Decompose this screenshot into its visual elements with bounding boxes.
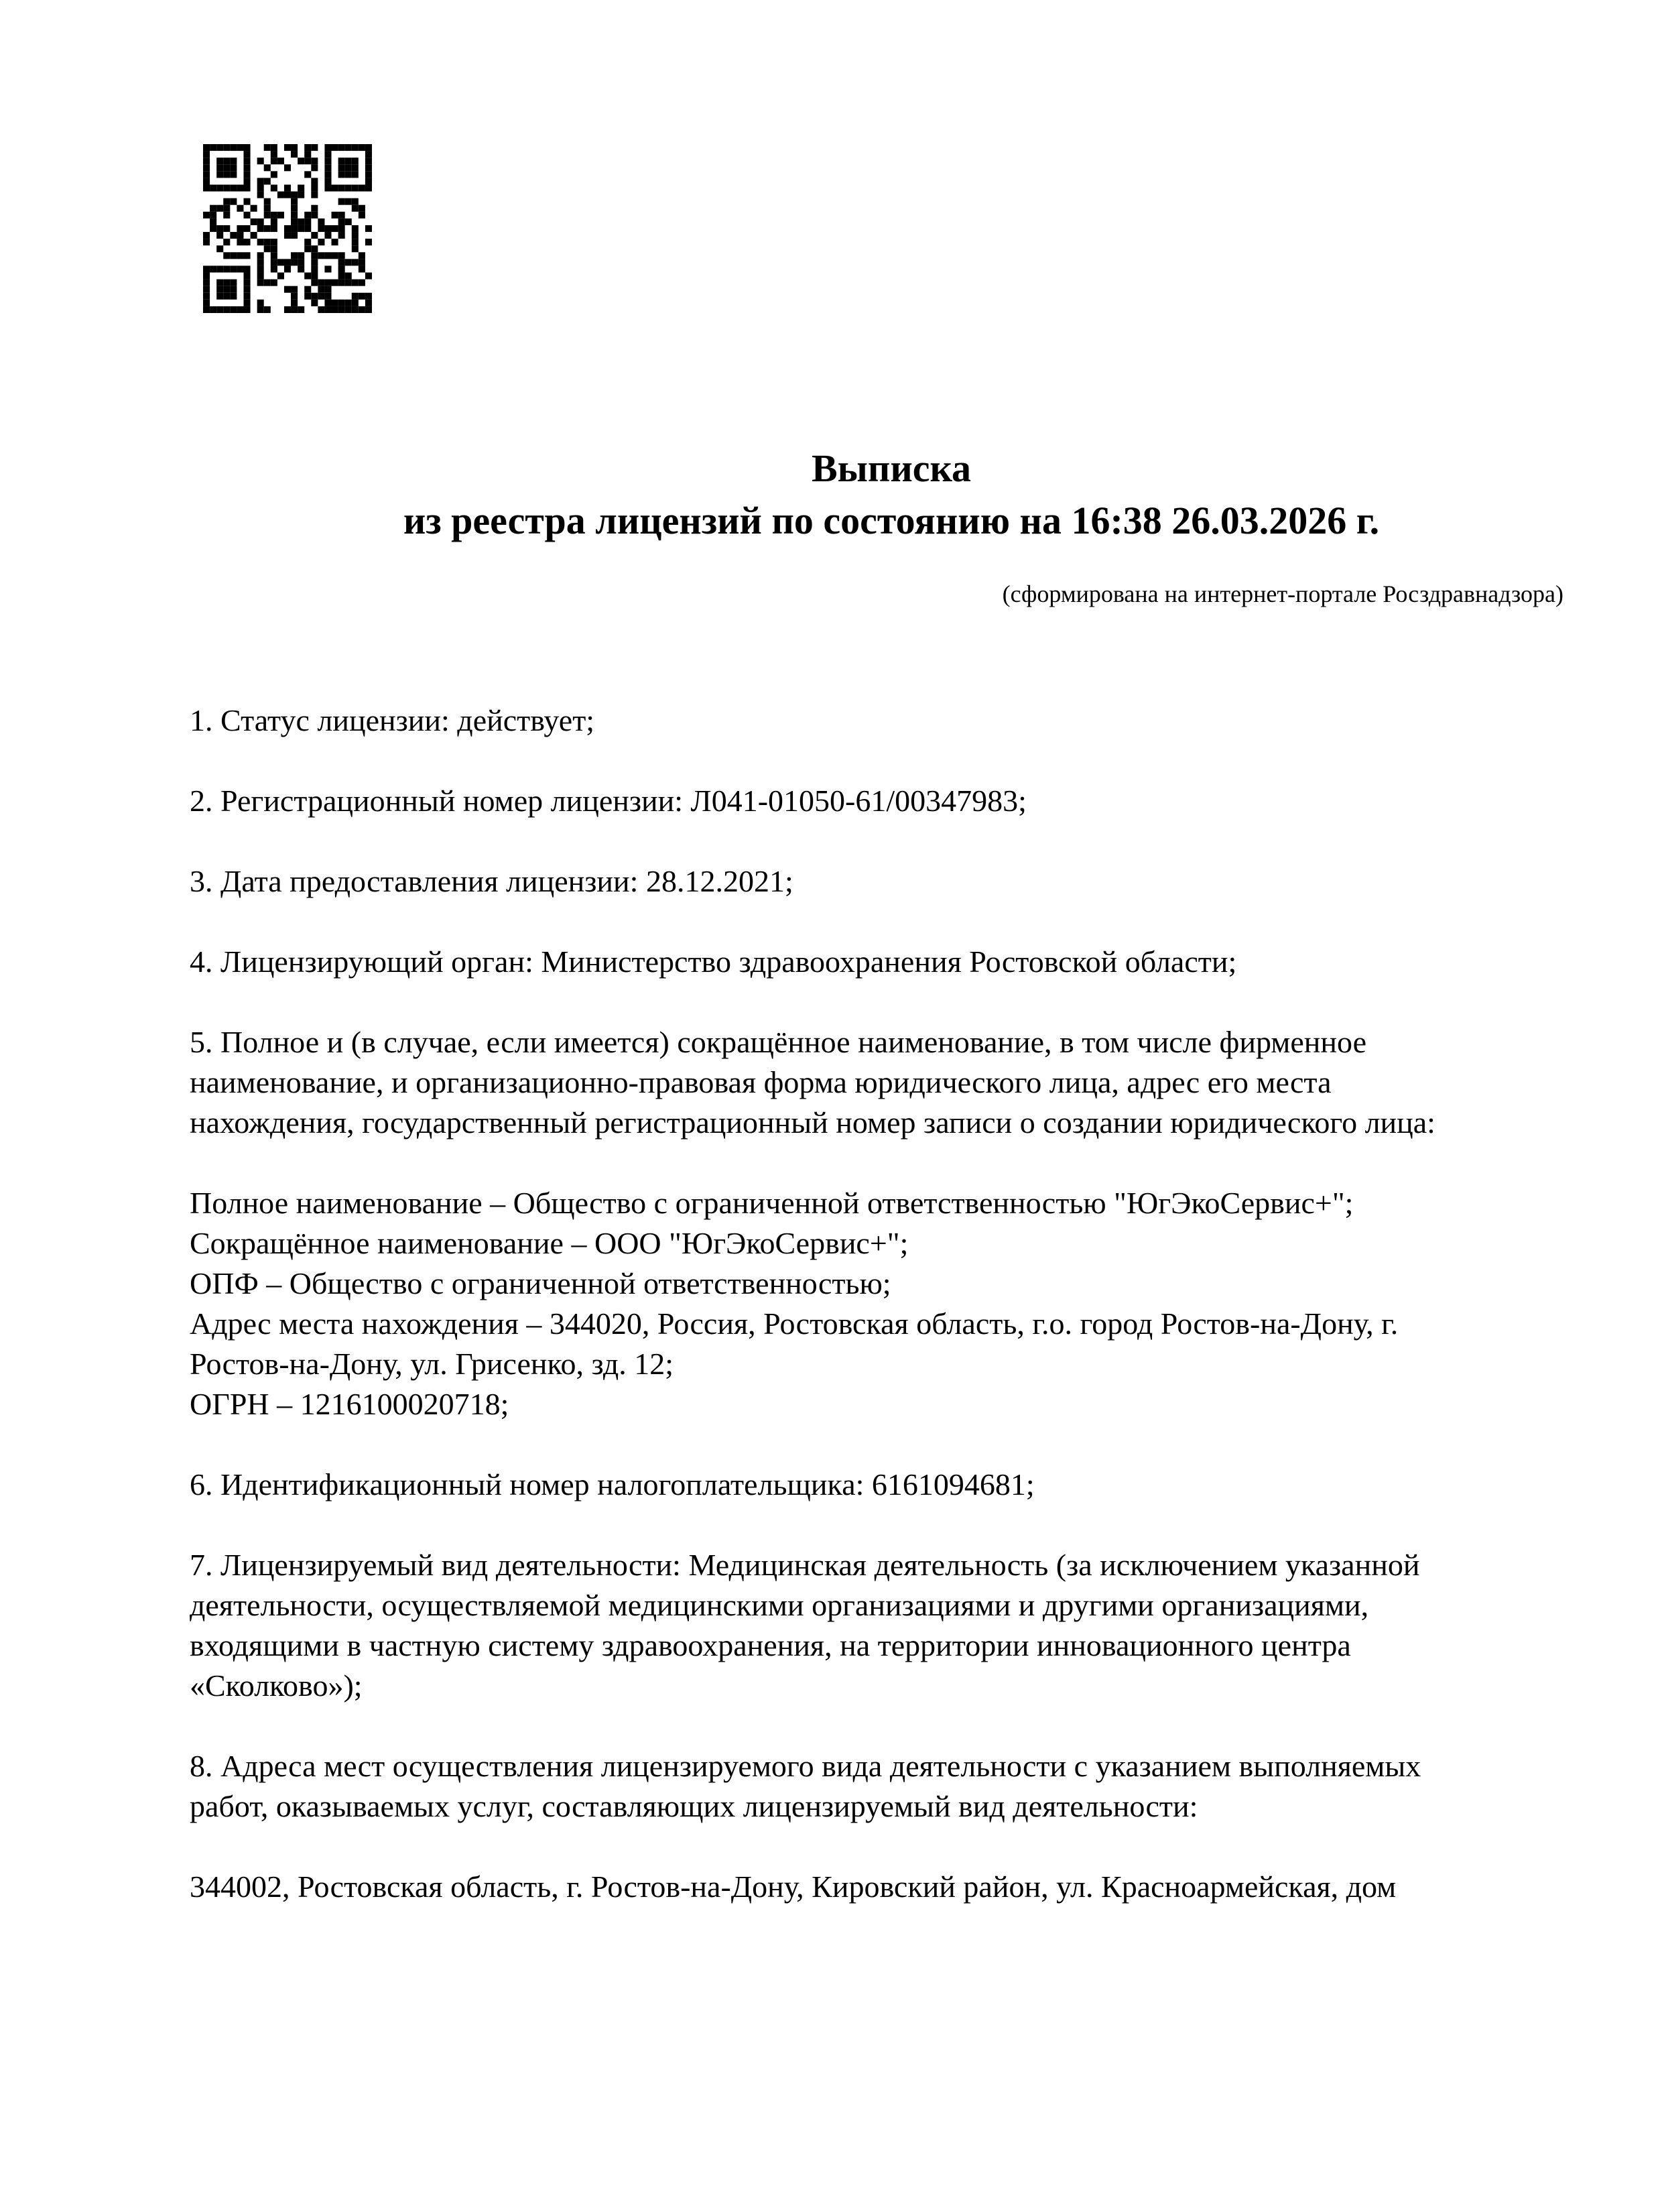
paragraph-line: Ростов-на-Дону, ул. Грисенко, зд. 12; — [190, 1347, 674, 1381]
paragraph-line: наименование, и организационно-правовая форма юридического лица, адрес его места — [190, 1065, 1332, 1099]
qr-code-icon — [203, 144, 372, 313]
paragraph-line: Полное наименование – Общество с ограниченной ответственностью "ЮгЭкоСервис+"; — [190, 1186, 1354, 1220]
paragraph-line: ОГРН – 1216100020718; — [190, 1387, 509, 1421]
paragraph-line: 6. Идентификационный номер налогоплательщика: 6161094681; — [190, 1467, 1035, 1501]
paragraph-line: 5. Полное и (в случае, если имеется) сокращённое наименование, в том числе фирменное — [190, 1025, 1366, 1059]
document-body — [190, 700, 1637, 1947]
paragraph — [190, 1746, 1637, 1827]
paragraph-line: 7. Лицензируемый вид деятельности: Медицинская деятельность (за исключением указанной — [190, 1548, 1420, 1582]
paragraph — [190, 861, 1637, 902]
generated-on-portal-note: (сформирована на интернет-портале Росздравнадзора) — [1002, 580, 1563, 607]
paragraph-line: ОПФ – Общество с ограниченной ответственностью; — [190, 1266, 891, 1300]
title-line-2: из реестра лицензий по состоянию на 16:38 26.03.2026 г. — [403, 499, 1380, 542]
paragraph — [190, 1022, 1637, 1143]
paragraph — [190, 700, 1637, 741]
paragraph-line: деятельности, осуществляемой медицинскими организациями и другими организациями, — [190, 1588, 1369, 1622]
paragraph-line: работ, оказываемых услуг, составляющих лицензируемый вид деятельности: — [190, 1789, 1198, 1823]
paragraph — [190, 942, 1637, 982]
paragraph — [190, 1545, 1637, 1706]
paragraph — [190, 781, 1637, 821]
paragraph-line: 2. Регистрационный номер лицензии: Л041-01050-61/00347983; — [190, 784, 1027, 818]
document-title — [190, 442, 1593, 547]
paragraph-line: 1. Статус лицензии: действует; — [190, 703, 595, 737]
paragraph-line: Сокращённое наименование – ООО "ЮгЭкоСервис+"; — [190, 1226, 909, 1260]
paragraph-line: Адрес места нахождения – 344020, Россия, Ростовская область, г.о. город Ростов-на-Дону, г. — [190, 1306, 1399, 1341]
paragraph-line: 3. Дата предоставления лицензии: 28.12.2021; — [190, 864, 793, 898]
paragraph-line: 344002, Ростовская область, г. Ростов-на-Дону, Кировский район, ул. Красноармейская, дом — [190, 1869, 1397, 1904]
paragraph-line: входящими в частную систему здравоохранения, на территории инновационного центра — [190, 1628, 1351, 1662]
paragraph-line: 8. Адреса мест осуществления лицензируемого вида деятельности с указанием выполняемых — [190, 1749, 1421, 1783]
paragraph — [190, 1867, 1637, 1907]
paragraph-line: нахождения, государственный регистрационный номер записи о создании юридического лица: — [190, 1105, 1435, 1140]
paragraph — [190, 1183, 1637, 1424]
paragraph — [190, 1465, 1637, 1505]
paragraph-line: «Сколково»); — [190, 1668, 363, 1703]
title-line-1: Выписка — [811, 446, 972, 490]
paragraph-line: 4. Лицензирующий орган: Министерство здравоохранения Ростовской области; — [190, 944, 1237, 979]
